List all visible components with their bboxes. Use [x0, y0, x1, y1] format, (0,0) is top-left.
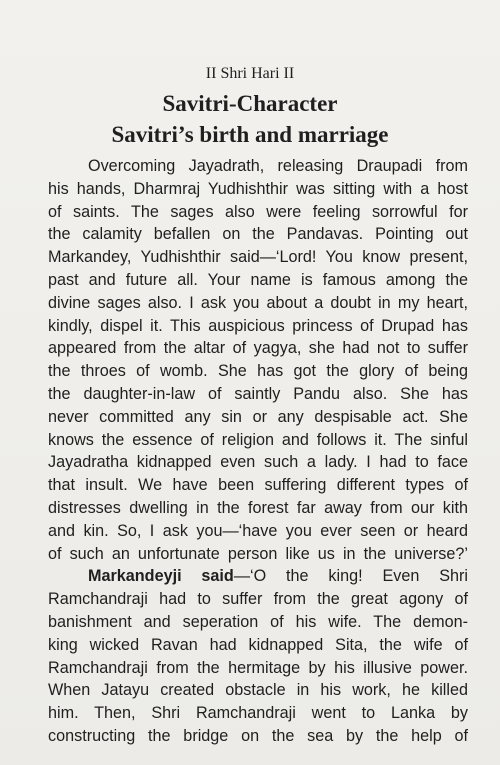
text-line-content: Overcoming Jayadrath, releasing Draupadi from — [88, 157, 468, 175]
text-line: kindly, dispel it. This auspicious princess of Drupad has — [48, 316, 468, 335]
text-line — [48, 565, 468, 588]
invocation-header: II Shri Hari II — [205, 65, 295, 82]
text-line: him. Then, Shri Ramchandraji went to Lanka by — [48, 704, 468, 723]
text-line: the throes of womb. She has got the glory of being — [48, 362, 468, 381]
text-line: Ramchandraji from the hermitage by his illusive power. — [48, 658, 468, 677]
text-line: the daughter-in-law of saintly Pandu also. She has — [48, 384, 468, 403]
text-line: knows the essence of religion and follows it. The sinful — [48, 430, 468, 449]
text-line: When Jatayu created obstacle in his work, he killed — [48, 681, 468, 700]
text-line: the calamity befallen on the Pandavas. Pointing out — [48, 225, 468, 244]
chapter-subtitle: Savitri’s birth and marriage — [111, 122, 389, 147]
text-line: never committed any sin or any despisable act. She — [48, 407, 468, 426]
text-line: Ramchandraji had to suffer from the great agony of — [48, 590, 468, 609]
text-line-content: —‘O the king! Even Shri — [233, 567, 468, 586]
text-line: Jayadratha kidnapped even such a lady. I had to face — [48, 453, 468, 472]
text-line: banishment and seperation of his wife. The demon- — [48, 612, 468, 631]
text-line — [48, 155, 468, 178]
text-line: divine sages also. I ask you about a doubt in my heart, — [48, 293, 468, 312]
paragraph-1 — [48, 155, 468, 565]
text-line: king wicked Ravan had kidnapped Sita, the wife of — [48, 635, 468, 654]
text-line: of saints. The sages also were feeling sorrowful for — [48, 202, 468, 221]
text-line: appeared from the altar of yagya, she had not to suffer — [48, 339, 468, 358]
body-text — [48, 155, 468, 748]
text-line: Markandey, Yudhishthir said—‘Lord! You know present, — [48, 248, 468, 267]
speaker-name: Markandeyji said — [88, 567, 234, 586]
text-line: of such an unfortunate person like us in the universe?’ — [48, 544, 468, 563]
text-line: that insult. We have been suffering different types of — [48, 476, 468, 495]
text-line: his hands, Dharmraj Yudhishthir was sitting with a host — [48, 179, 468, 198]
text-line: past and future all. Your name is famous among the — [48, 270, 468, 289]
text-line: and kin. So, I ask you—‘have you ever seen or heard — [48, 521, 468, 540]
text-line: distresses dwelling in the forest far away from our kith — [48, 498, 468, 517]
paragraph-2 — [48, 565, 468, 747]
text-line: constructing the bridge on the sea by the help of — [48, 726, 468, 745]
chapter-title: Savitri-Character — [162, 91, 338, 116]
